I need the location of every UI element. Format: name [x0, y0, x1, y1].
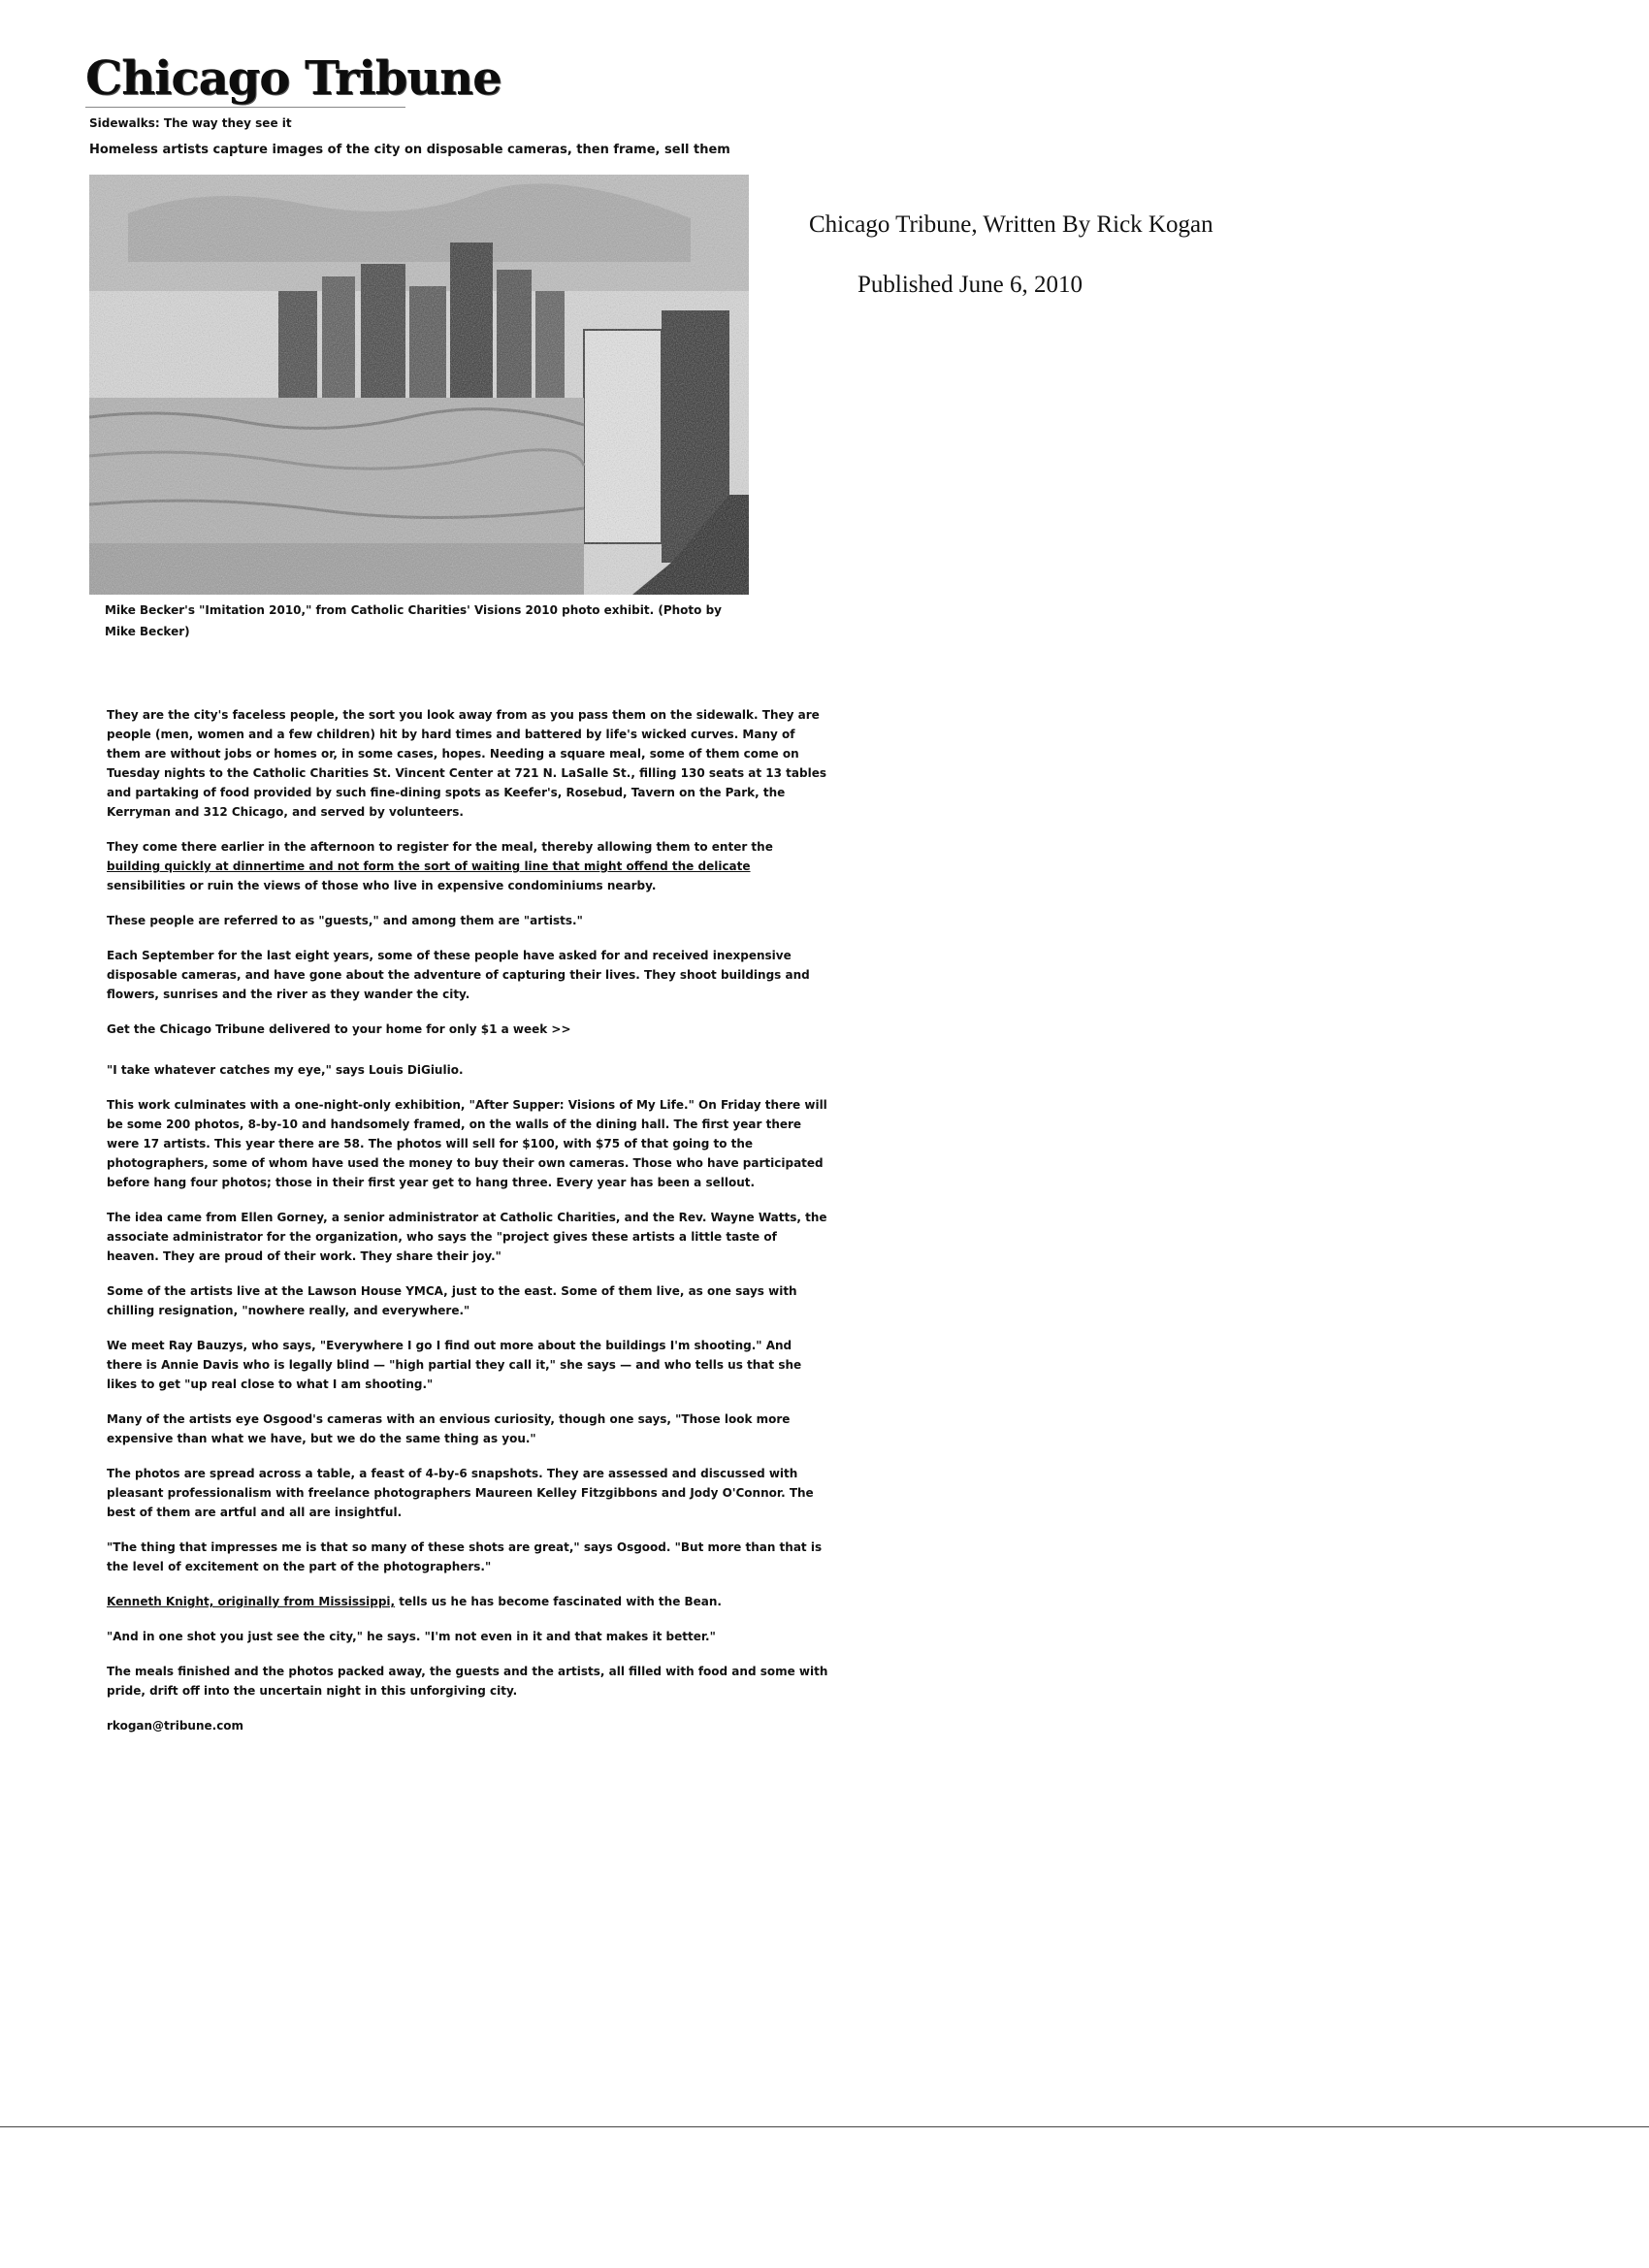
paragraph: The photos are spread across a table, a feast of 4-by-6 snapshots. They are assessed and discussed with pleasant professionalism with freelance photographers Maureen Kelley Fitzgibbons and Jody O'Connor. The best of them are artful and all are insightful.	[107, 1467, 814, 1519]
paragraph: "And in one shot you just see the city," he says. "I'm not even in it and that makes it better."	[107, 1630, 716, 1643]
byline: Chicago Tribune, Written By Rick Kogan	[809, 211, 1213, 238]
paragraph: "The thing that impresses me is that so many of these shots are great," says Osgood. "But more than that is the level of excitement on the part of the photographers."	[107, 1540, 823, 1573]
paragraph: The meals finished and the photos packed away, the guests and the artists, all filled with food and some with pride, drift off into the uncertain night in this unforgiving city.	[107, 1665, 828, 1698]
paragraph-text: sensibilities or ruin the views of those who live in expensive condominiums nearby.	[107, 879, 657, 892]
paragraph: Many of the artists eye Osgood's cameras with an envious curiosity, though one says, "Those look more expensive than what we have, but we do the same thing as you."	[107, 1412, 791, 1445]
photo-caption: Mike Becker's "Imitation 2010," from Catholic Charities' Visions 2010 photo exhibit. (Photo by Mike Becker)	[105, 603, 722, 638]
paragraph: The idea came from Ellen Gorney, a senior administrator at Catholic Charities, and the Rev. Wayne Watts, the associate administrator for the organization, who says the "project gives these artists a little taste of heaven. They are proud of their work. They share their joy."	[107, 1211, 827, 1263]
underlined-text: Kenneth Knight, originally from Mississippi,	[107, 1595, 396, 1608]
paragraph: We meet Ray Bauzys, who says, "Everywhere I go I find out more about the buildings I'm shooting." And there is Annie Davis who is legally blind — "high partial they call it," she says — and who tells us that she likes to get "up real close to what I am shooting."	[107, 1339, 802, 1391]
paragraph: This work culminates with a one-night-only exhibition, "After Supper: Visions of My Life." On Friday there will be some 200 photos, 8-by-10 and handsomely framed, on the walls of the dining hall. The first year there were 17 artists. This year there are 58. The photos will sell for $100, with $75 of that going to the photographers, some of whom have used the money to buy their own cameras. Those who have participated before hang four photos; those in their first year get to hang three. Every year has been a sellout.	[107, 1098, 827, 1189]
paragraph: "I take whatever catches my eye," says Louis DiGiulio.	[107, 1063, 464, 1077]
section-kicker: Sidewalks: The way they see it	[89, 116, 292, 130]
paragraph-text: They come there earlier in the afternoon to register for the meal, thereby allowing them to enter the	[107, 840, 773, 854]
author-email-link[interactable]: rkogan@tribune.com	[107, 1719, 244, 1733]
page-bottom-rule	[0, 2126, 1649, 2127]
paragraph: These people are referred to as "guests," and among them are "artists."	[107, 914, 583, 927]
article-body	[107, 705, 829, 1757]
underlined-text: building quickly at dinnertime and not form the sort of waiting line that might offend the delicate	[107, 859, 751, 873]
masthead-rule	[85, 107, 405, 108]
subscription-promo-link[interactable]: Get the Chicago Tribune delivered to your home for only $1 a week >>	[107, 1022, 571, 1036]
paragraph	[107, 1592, 829, 1611]
article-photo	[89, 175, 749, 595]
paragraph: Some of the artists live at the Lawson House YMCA, just to the east. Some of them live, as one says with chilling resignation, "nowhere really, and everywhere."	[107, 1284, 797, 1317]
paragraph	[107, 837, 829, 895]
paragraph-text: tells us he has become fascinated with the Bean.	[395, 1595, 722, 1608]
paragraph: They are the city's faceless people, the sort you look away from as you pass them on the sidewalk. They are people (men, women and a few children) hit by hard times and battered by life's wicked curves. Many of them are without jobs or homes or, in some cases, hopes. Needing a square meal, some of them come on Tuesday nights to the Catholic Charities St. Vincent Center at 721 N. LaSalle St., filling 130 seats at 13 tables and partaking of food provided by such fine-dining spots as Keefer's, Rosebud, Tavern on the Park, the Kerryman and 312 Chicago, and served by volunteers.	[107, 708, 826, 819]
paragraph: Each September for the last eight years, some of these people have asked for and received inexpensive disposable cameras, and have gone about the adventure of capturing their lives. They shoot buildings and flowers, sunrises and the river as they wander the city.	[107, 949, 810, 1001]
masthead-logo: Chicago Tribune	[85, 51, 501, 106]
publication-date: Published June 6, 2010	[857, 272, 1083, 298]
article-headline: Homeless artists capture images of the city on disposable cameras, then frame, sell them	[89, 143, 730, 157]
